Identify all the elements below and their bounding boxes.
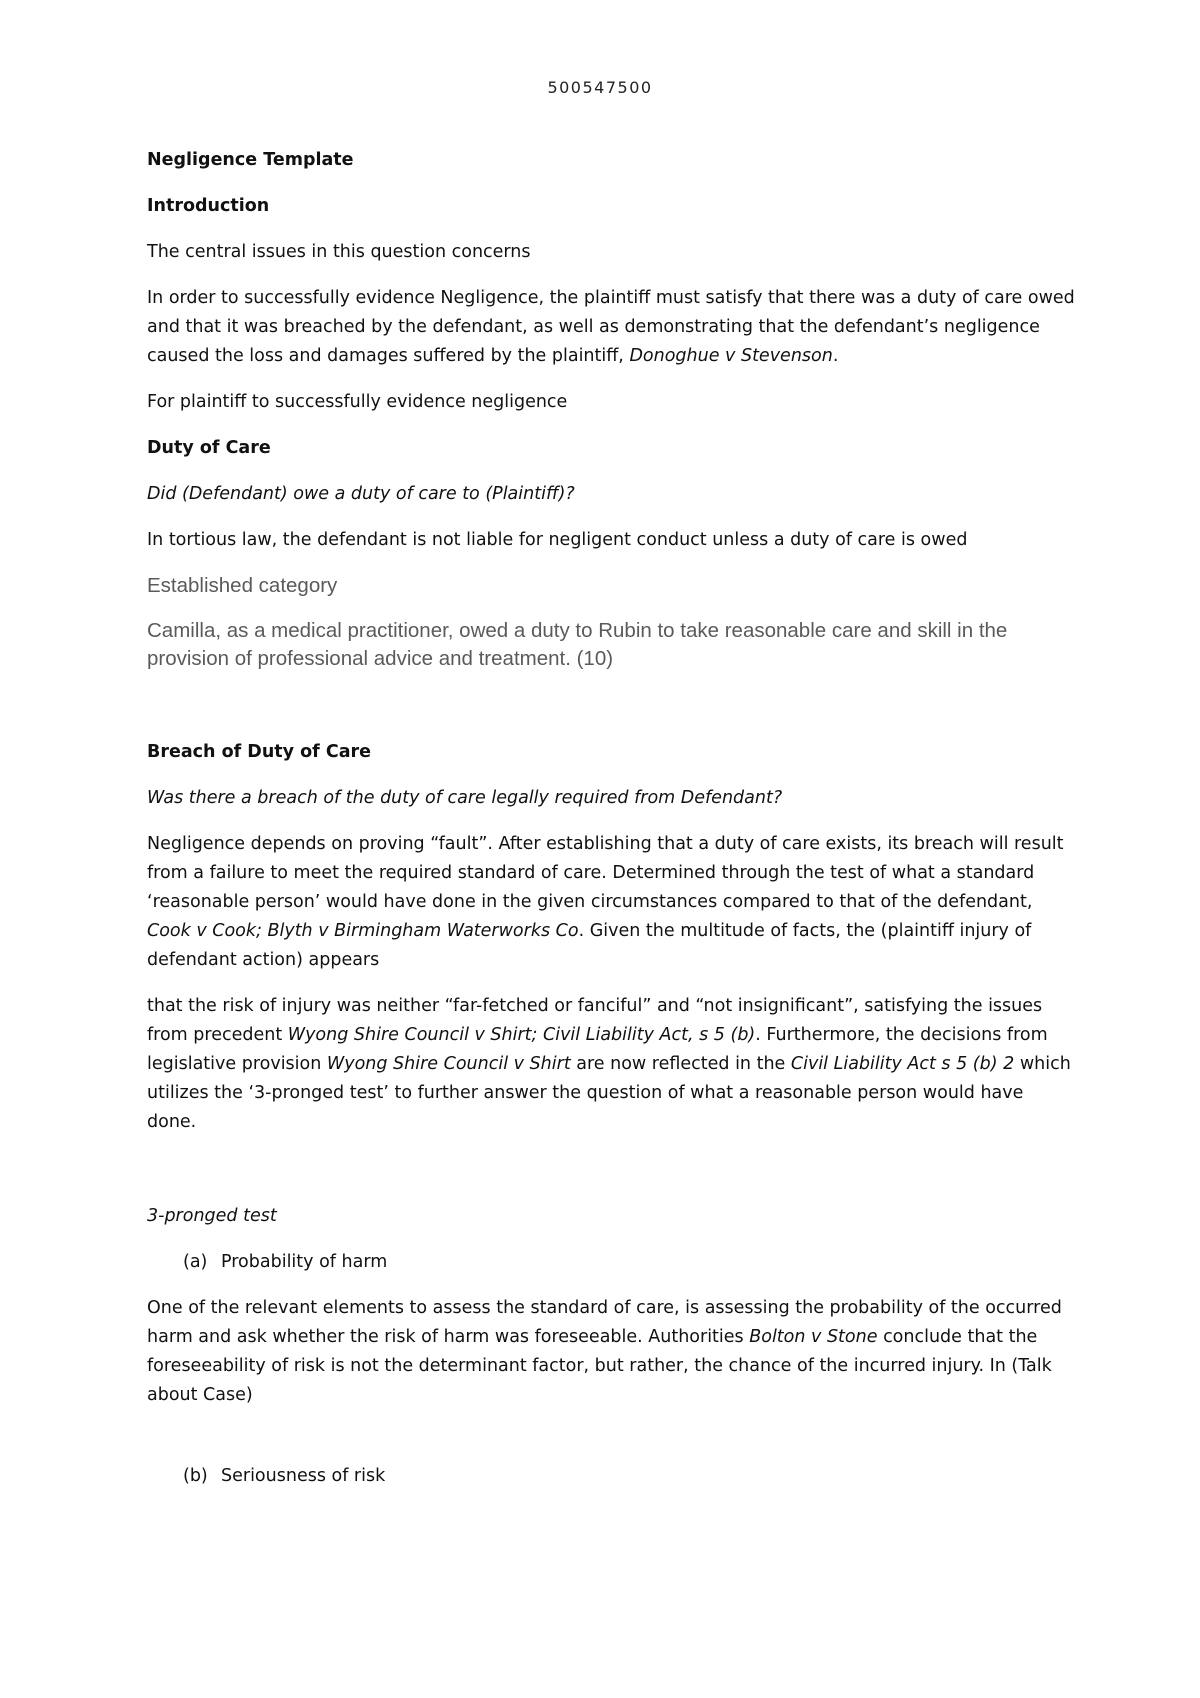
established-category: Established category <box>147 574 338 597</box>
introduction-paragraph <box>147 284 1077 371</box>
spacer <box>147 690 1077 738</box>
introduction-text: In order to successfully evidence Negligence, the plaintiff must satisfy that there was a duty of care owed and that it was breached by the defendant, as well as demonstrating that the defendant’s negligence caused the loss and damages suffered by the plaintiff, <box>147 288 1075 366</box>
spacer <box>147 1427 1077 1462</box>
breach-text: Negligence depends on proving “fault”. After establishing that a duty of care exists, its breach will result from a failure to meet the required standard of care. Determined through the test of what a standard ‘reasonable person’ would have done in the given circumstances compared to that of the defendant, <box>147 834 1064 912</box>
list-marker: (a) <box>183 1252 208 1272</box>
camilla-paragraph: Camilla, as a medical practitioner, owed a duty to Rubin to take reasonable care and skill in the provision of professional advice and treatment. (10) <box>147 619 1008 670</box>
list-item-seriousness <box>147 1462 1077 1491</box>
breach-text-after: . Given the multitude of facts, the (plaintiff injury of defendant action) appears <box>147 921 1032 970</box>
duty-question <box>147 480 1077 509</box>
duty-of-care-heading: Duty of Care <box>147 438 271 458</box>
breach-heading: Breach of Duty of Care <box>147 742 372 762</box>
for-plaintiff-line: For plaintiff to successfully evidence negligence <box>147 392 568 412</box>
probability-paragraph <box>147 1294 1077 1410</box>
list-item-label: Probability of harm <box>221 1252 388 1272</box>
sentence-end: . <box>832 346 839 366</box>
breach-question-text: Was there a breach of the duty of care legally required from Defendant? <box>147 788 783 808</box>
breach-text: that the risk of injury was neither “far-fetched or fanciful” and “not insignificant”, satisfying the issues from precedent <box>147 996 1043 1045</box>
breach-paragraph-1 <box>147 830 1077 975</box>
breach-text: are now reflected in the <box>570 1054 791 1074</box>
breach-text: . Furthermore, the decisions from legislative provision <box>147 1025 1048 1074</box>
case-citation: Donoghue v Stevenson <box>629 346 833 366</box>
three-pronged-heading <box>147 1202 1077 1231</box>
duty-paragraph: In tortious law, the defendant is not liable for negligent conduct unless a duty of care is owed <box>147 530 968 550</box>
introduction-heading: Introduction <box>147 196 270 216</box>
probability-text: One of the relevant elements to assess the standard of care, is assessing the probability of the occurred harm and ask whether the risk of harm was foreseeable. Authorities <box>147 1298 1062 1347</box>
breach-question <box>147 784 1077 813</box>
document-title: Negligence Template <box>147 150 354 170</box>
spacer <box>147 1154 1077 1202</box>
introduction-line: The central issues in this question concerns <box>147 242 531 262</box>
list-item-label: Seriousness of risk <box>221 1466 386 1486</box>
duty-question-text: Did (Defendant) owe a duty of care to (Plaintiff)? <box>147 484 575 504</box>
three-pronged-heading-text: 3-pronged test <box>147 1206 277 1226</box>
document-body <box>147 146 1077 1508</box>
list-item-probability <box>147 1248 1077 1277</box>
case-citation: Wyong Shire Council v Shirt; Civil Liability Act, s 5 (b) <box>287 1025 756 1045</box>
legislation-citation: Civil Liability Act s 5 (b) 2 <box>790 1054 1015 1074</box>
list-marker: (b) <box>183 1466 208 1486</box>
breach-paragraph-2 <box>147 992 1077 1137</box>
case-citation: Cook v Cook; Blyth v Birmingham Waterworks Co <box>147 921 579 941</box>
document-id: 500547500 <box>547 78 653 97</box>
probability-text: conclude that the foreseeability of risk is not the determinant factor, but rather, the chance of the incurred injury. In (Talk about Case) <box>147 1327 1052 1405</box>
case-citation: Bolton v Stone <box>749 1327 878 1347</box>
breach-text: which utilizes the ‘3-pronged test’ to further answer the question of what a reasonable person would have done. <box>147 1054 1071 1132</box>
case-citation: Wyong Shire Council v Shirt <box>326 1054 571 1074</box>
